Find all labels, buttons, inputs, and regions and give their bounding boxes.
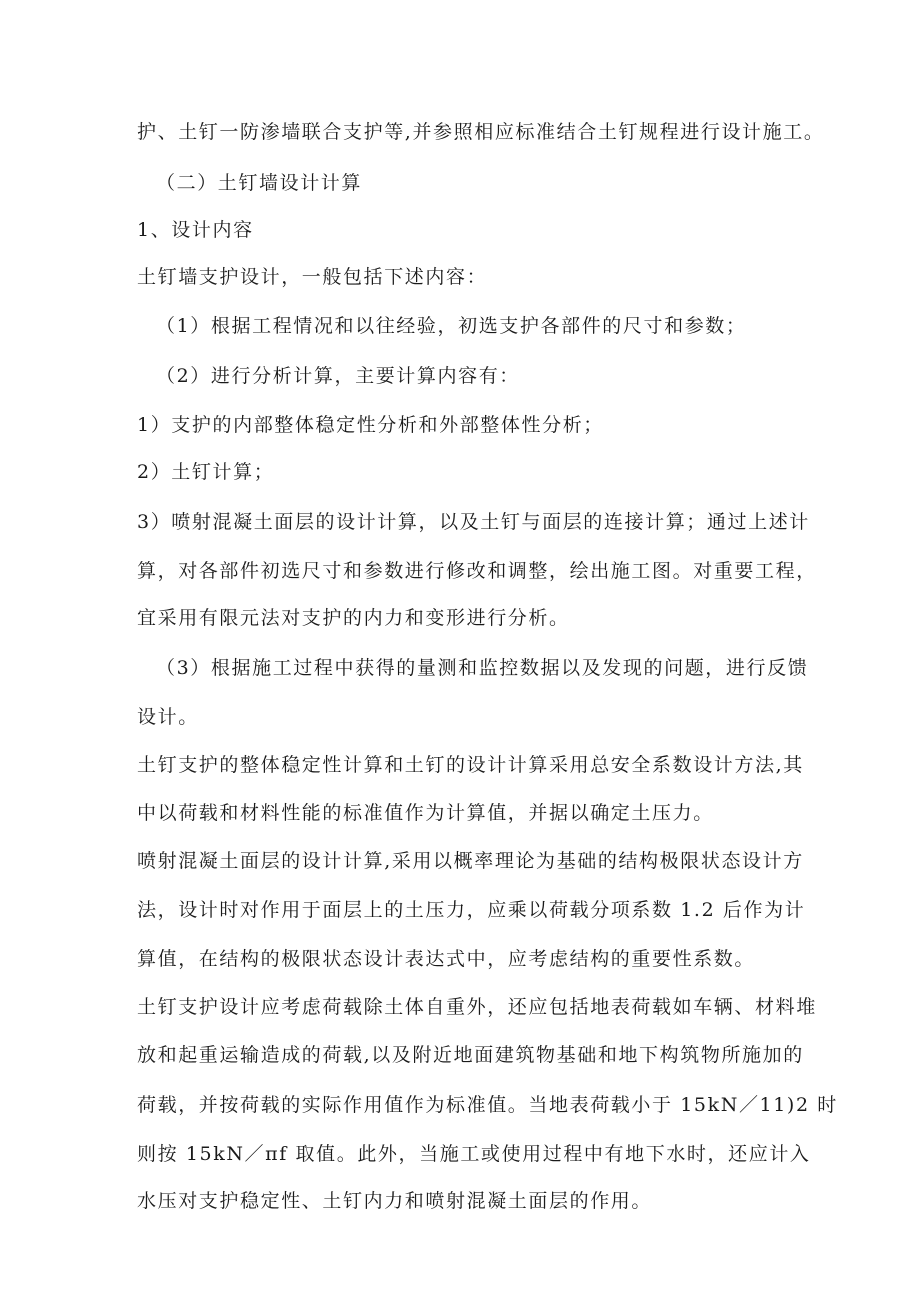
body-text-line: 法，设计时对作用于面层上的土压力，应乘以荷载分项系数 1.2 后作为计 xyxy=(137,899,806,921)
body-text-line: 喷射混凝土面层的设计计算,采用以概率理论为基础的结构极限状态设计方 xyxy=(137,850,804,872)
body-text-line: 放和起重运输造成的荷载,以及附近地面建筑物基础和地下构筑物所施加的 xyxy=(137,1044,804,1066)
list-item: 2）土钉计算； xyxy=(137,461,275,483)
body-text-line: 则按 15kN／πf 取值。此外，当施工或使用过程中有地下水时，还应计入 xyxy=(137,1143,811,1165)
body-text-line: 算值，在结构的极限状态设计表达式中，应考虑结构的重要性系数。 xyxy=(137,948,756,970)
body-text-line: 土钉墙支护设计，一般包括下述内容： xyxy=(137,266,488,288)
body-text-line: 水压对支护稳定性、土钉内力和喷射混凝土面层的作用。 xyxy=(137,1190,653,1212)
body-text-line: 算，对各部件初选尺寸和参数进行修改和调整，绘出施工图。对重要工程， xyxy=(137,560,817,582)
section-heading: （二）土钉墙设计计算 xyxy=(156,172,363,194)
list-item: 3）喷射混凝土面层的设计计算，以及土钉与面层的连接计算；通过上述计 xyxy=(137,511,810,533)
body-text-line: 土钉支护设计应考虑荷载除土体自重外，还应包括地表荷载如车辆、材料堆 xyxy=(137,996,817,1018)
body-text-line: 中以荷载和材料性能的标准值作为计算值，并据以确定土压力。 xyxy=(137,802,714,824)
body-text-line: 护、土钉一防渗墙联合支护等,并参照相应标准结合土钉规程进行设计施工。 xyxy=(137,121,825,143)
body-text-line: 设计。 xyxy=(137,706,199,728)
body-text-line: 宜采用有限元法对支护的内力和变形进行分析。 xyxy=(137,607,570,629)
list-item: 1）支护的内部整体稳定性分析和外部整体性分析； xyxy=(137,414,604,436)
list-item: （2）进行分析计算，主要计算内容有： xyxy=(156,365,520,387)
body-text-line: 土钉支护的整体稳定性计算和土钉的设计计算采用总安全系数设计方法,其 xyxy=(137,754,804,776)
subsection-heading: 1、设计内容 xyxy=(137,219,254,241)
list-item: （1）根据工程情况和以往经验，初选支护各部件的尺寸和参数； xyxy=(156,315,747,337)
list-item: （3）根据施工过程中获得的量测和监控数据以及发现的问题，进行反馈 xyxy=(156,657,809,679)
body-text-line: 荷载，并按荷载的实际作用值作为标准值。当地表荷载小于 15kN／11)2 时 xyxy=(137,1094,838,1116)
